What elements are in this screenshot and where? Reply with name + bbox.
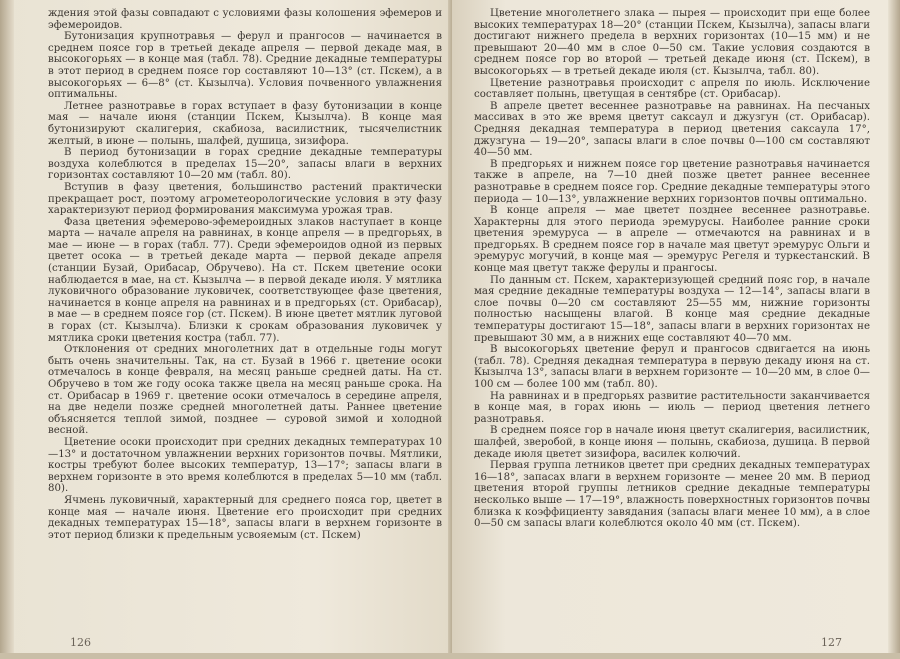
page-edge-left — [0, 0, 14, 659]
right-paragraph: Цветение многолетнего злака — пырея — происходит при еще более высоких температурах 18—20° (станции Пскем, Кызылча), запасы влаги достигают нижнего предела в верхних горизонтах (10—15 мм) и не превышают 20—40 мм в слое 0—50 см. Такие условия создаются в среднем поясе гор во второй — третьей декаде июня (ст. Пскем), в высокогорьях — в третьей декаде июля (ст. Кызылча, табл. 80). — [474, 8, 870, 77]
left-paragraph: В период бутонизации в горах средние декадные температуры воздуха колеблются в пределах 15—20°, запасы влаги в верхних горизонтах составляют 10—20 мм (табл. 80). — [48, 147, 442, 182]
right-paragraph: В конце апреля — мае цветет позднее весеннее разнотравье. Характерны для этого периода эремурусы. Наиболее ранние сроки цветения эремуруса — в апреле — отмечаются на равнинах и в предгорьях. В среднем поясе гор в начале мая цветут эремурус Ольги и эремурус могучий, в конце мая — эремурус Регеля и туркестанский. В конце мая цветут также ферулы и прангосы. — [474, 205, 870, 275]
right-paragraph: В предгорьях и нижнем поясе гор цветение разнотравья начинается также в апреле, на 7—10 дней позже цветет раннее весеннее разнотравье в среднем поясе гор. Средние декадные температуры этого периода — 10—13°, увлажнение верхних горизонтов почвы оптимально. — [474, 158, 870, 205]
right-paragraph: На равнинах и в предгорьях развитие растительности заканчивается в конце мая, в горах июнь — июль — период цветения летнего разнотравья. — [474, 390, 870, 425]
right-paragraph: По данным ст. Пскем, характеризующей средний пояс гор, в начале мая средние декадные температуры воздуха — 12—14°, запасы влаги в слое почвы 0—20 см составляют 25—55 мм, нижние горизонты полностью насыщены влагой. В конце мая средние декадные температуры достигают 15—18°, запасы влаги в верхних горизонтах не превышают 30 мм, а в нижних еще составляют 40—70 мм. — [474, 274, 870, 344]
left-paragraph: Летнее разнотравье в горах вступает в фазу бутонизации в конце мая — начале июня (станции Пскем, Кызылча). В конце мая бутонизируют скалигерия, скабиоза, василистник, тысячелистник желтый, в июне — полынь, шалфей, душица, зизифора. — [48, 100, 442, 147]
right-page — [452, 0, 900, 659]
page-number-left: 126 — [70, 636, 91, 649]
page-edge-bottom — [0, 653, 900, 659]
left-paragraph: ждения этой фазы совпадают с условиями фазы колошения эфемеров и эфемероидов. — [48, 8, 442, 31]
page-number-right: 127 — [821, 636, 842, 649]
page-edge-right — [888, 0, 900, 659]
right-paragraph: В высокогорьях цветение ферул и прангосов сдвигается на июнь (табл. 78). Средняя декадная температура в первую декаду июня на ст. Кызылча 13°, запасы влаги в верхнем горизонте — 10—20 мм, в слое 0—100 см — более 100 мм (табл. 80). — [474, 344, 870, 390]
right-paragraph: Цветение разнотравья происходит с апреля по июль. Исключение составляет полынь, цветущая в сентябре (ст. Орибасар). — [474, 77, 870, 101]
left-paragraph: Бутонизация крупнотравья — ферул и прангосов — начинается в среднем поясе гор в третьей декаде апреля — первой декаде мая, в высокогорьях — в конце мая (табл. 78). Средние декадные температуры в этот период в среднем поясе гор составляют 10—13° (ст. Пскем), а в высокогорьях — 6—8° (ст. Кызылча). Условия почвенного увлажнения оптимальны. — [48, 31, 442, 101]
left-paragraph: Цветение осоки происходит при средних декадных температурах 10—13° и достаточном увлажнении верхних горизонтов почвы. Мятлики, костры требуют более высоких температур, 13—17°; запасы влаги в верхнем горизонте в это время колеблются в пределах 5—10 мм (табл. 80). — [48, 436, 442, 495]
right-paragraph: В апреле цветет весеннее разнотравье на равнинах. На песчаных массивах в это же время цветут саксаул и джузгун (ст. Орибасар). Средняя декадная температура в период цветения саксаула 17°, джузгуна — 19—20°, запасы влаги в слое почвы 0—100 см составляют 40—50 мм. — [474, 100, 870, 159]
left-paragraph: Вступив в фазу цветения, большинство растений практически прекращает рост, поэтому агрометеорологические условия в эту фазу характеризуют период формирования максимума урожая трав. — [48, 181, 442, 217]
left-paragraph: Отклонения от средних многолетних дат в отдельные годы могут быть очень значительны. Так, на ст. Бузай в 1966 г. цветение осоки отмечалось в конце февраля, на месяц раньше средней даты. На ст. Обручево в том же году осока также цвела на месяц раньше срока. На ст. Орибасар в 1969 г. цветение осоки отмечалось в середине апреля, на две недели позже средней многолетней даты. Раннее цветение объясняется теплой зимой, позднее — суровой зимой и холодной весной. — [48, 344, 442, 437]
left-paragraph: Ячмень луковичный, характерный для среднего пояса гор, цветет в конце мая — начале июня. Цветение его происходит при средних декадных температурах 15—18°, запасы влаги в верхнем горизонте в этот период близки к предельным усвояемым (ст. Пскем) — [48, 494, 442, 541]
right-paragraph: В среднем поясе гор в начале июня цветут скалигерия, василистник, шалфей, зверобой, в конце июня — полынь, скабиоза, душица. В первой декаде июля цветет зизифора, василек колючий. — [474, 425, 870, 460]
right-paragraph: Первая группа летников цветет при средних декадных температурах 16—18°, запасах влаги в верхнем горизонте — менее 20 мм. В период цветения второй группы летников средние декадные температуры несколько выше — 17—19°, влажность поверхностных горизонтов почвы близка к коэффициенту завядания (запасы влаги менее 10 мм), а в слое 0—50 см запасы влаги колеблются около 40 мм (ст. Пскем). — [474, 460, 870, 530]
left-paragraph: Фаза цветения эфемерово-эфемероидных злаков наступает в конце марта — начале апреля на равнинах, в конце апреля — в предгорьях, в мае — июне — в горах (табл. 77). Среди эфемероидов одной из первых цветет осока — в третьей декаде марта — первой декаде апреля (станции Бузай, Орибасар, Обручево). На ст. Пскем цветение осоки наблюдается в мае, на ст. Кызылча — в первой декаде июля. У мятлика луковичного образование луковичек, соответствующее фазе цветения, начинается в конце апреля на равнинах и в предгорьях (ст. Орибасар), в мае — в среднем поясе гор (ст. Пскем). В июне цветет мятлик луговой в горах (ст. Кызылча). Близки к срокам образования луковичек у мятлика сроки цветения костра (табл. 77). — [48, 216, 442, 344]
